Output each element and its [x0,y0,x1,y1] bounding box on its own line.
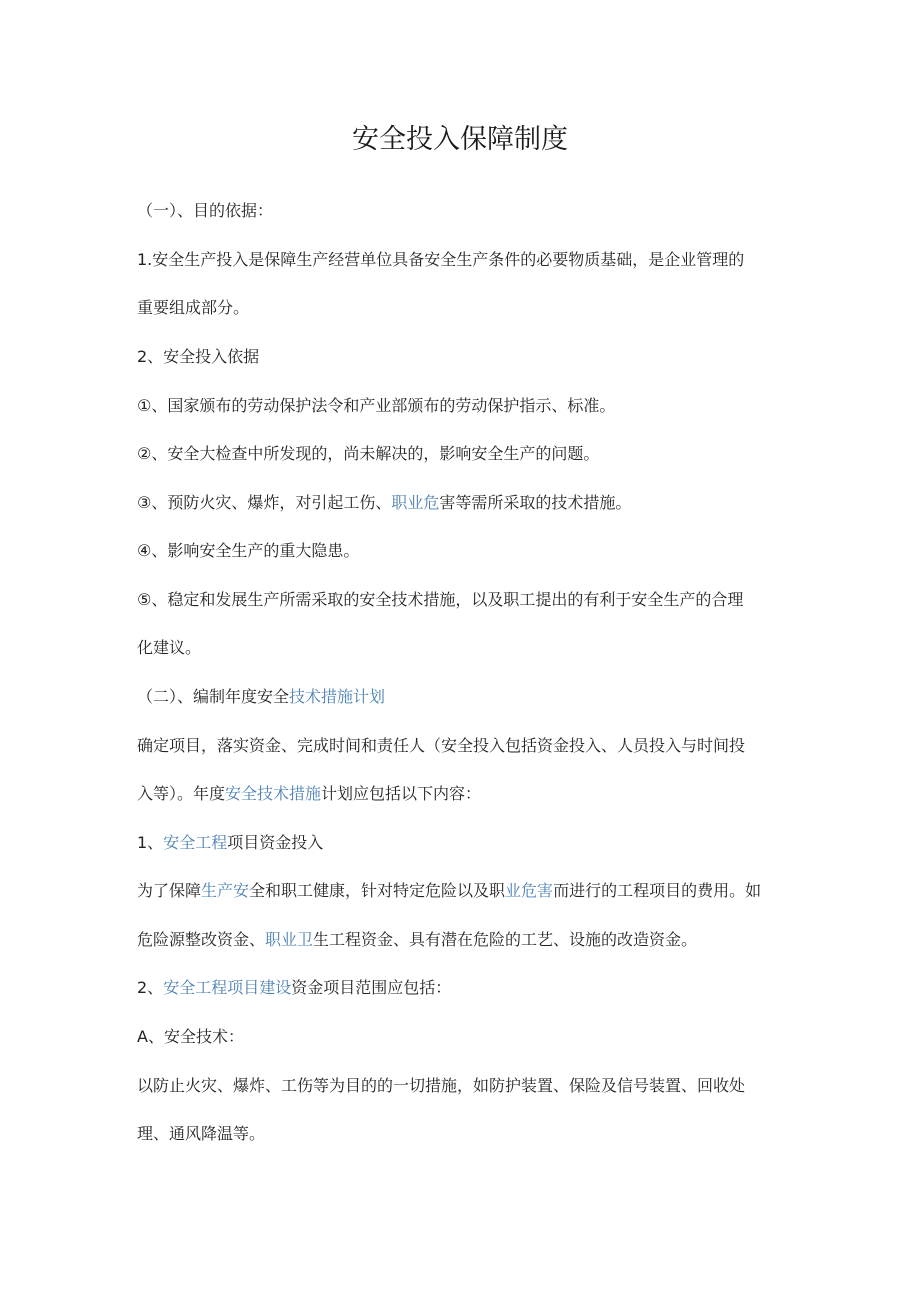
text-run: 而进行的工程项目的费用。如 [553,881,762,900]
paragraph-line [137,294,787,322]
paragraph-line [137,537,787,565]
text-run: 资金项目范围应包括： [291,978,452,997]
text-run: 危险源整改资金、 [137,930,266,949]
paragraph-line [137,392,787,420]
paragraph-line [137,634,787,662]
text-run: ④、影响安全生产的重大隐患。 [137,541,360,560]
paragraph-line [137,1120,787,1148]
text-run: 2、 [137,978,164,997]
paragraph-line [137,246,787,274]
text-run: 理、通风降温等。 [137,1124,266,1143]
text-run: 重要组成部分。 [137,298,250,317]
paragraph-line [137,974,787,1002]
paragraph-line [137,343,787,371]
text-run: 计划应包括以下内容： [321,784,482,803]
hyperlink[interactable]: 生产安 [201,881,250,900]
hyperlink[interactable]: 安全工程项目建设 [163,978,292,997]
text-run: 入等）。年度 [137,784,226,803]
hyperlink[interactable]: 安全工程 [163,833,228,852]
paragraph-line [137,926,787,954]
text-run: 2、安全投入依据 [137,347,260,366]
text-run: ②、安全大检查中所发现的，尚未解决的，影响安全生产的问题。 [137,444,600,463]
text-run: ①、国家颁布的劳动保护法令和产业部颁布的劳动保护指示、标准。 [137,396,616,415]
text-run: （一）、目的依据： [137,201,274,220]
paragraph-line [137,732,787,760]
paragraph-line [137,683,787,711]
paragraph-line [137,197,787,225]
paragraph-line [137,829,787,857]
paragraph-line [137,586,787,614]
paragraph-line [137,1072,787,1100]
text-run: ③、预防火灾、爆炸，对引起工伤、 [137,493,392,512]
text-run: 以防止火灾、爆炸、工伤等为目的的一切措施，如防护装置、保险及信号装置、回收处 [137,1076,746,1095]
text-run: 1、 [137,833,164,852]
text-run: （二）、编制年度安全 [137,687,290,706]
paragraph-line [137,440,787,468]
text-run: 1.安全生产投入是保障生产经营单位具备安全生产条件的必要物质基础，是企业管理的 [137,250,745,269]
hyperlink[interactable]: 职业危 [391,493,440,512]
text-run: 全和职工健康，针对特定危险以及职 [249,881,506,900]
hyperlink[interactable]: 业危害 [505,881,554,900]
text-run: 害等需所采取的技术措施。 [439,493,632,512]
hyperlink[interactable]: 技术措施计划 [289,687,386,706]
text-run: 项目资金投入 [227,833,324,852]
paragraph-line [137,780,787,808]
text-run: 为了保障 [137,881,202,900]
text-run: A、安全技术： [137,1027,244,1046]
text-run: 化建议。 [137,638,202,657]
hyperlink[interactable]: 职业卫 [265,930,314,949]
hyperlink[interactable]: 安全技术措施 [225,784,322,803]
document-title: 安全投入保障制度 [352,124,568,155]
paragraph-line [137,877,787,905]
text-run: 生工程资金、具有潜在危险的工艺、设施的改造资金。 [313,930,698,949]
text-run: 确定项目，落实资金、完成时间和责任人（安全投入包括资金投入、人员投入与时间投 [137,736,746,755]
paragraph-line [137,489,787,517]
paragraph-line [137,1023,787,1051]
text-run: ⑤、稳定和发展生产所需采取的安全技术措施，以及职工提出的有利于安全生产的合理 [137,590,744,609]
